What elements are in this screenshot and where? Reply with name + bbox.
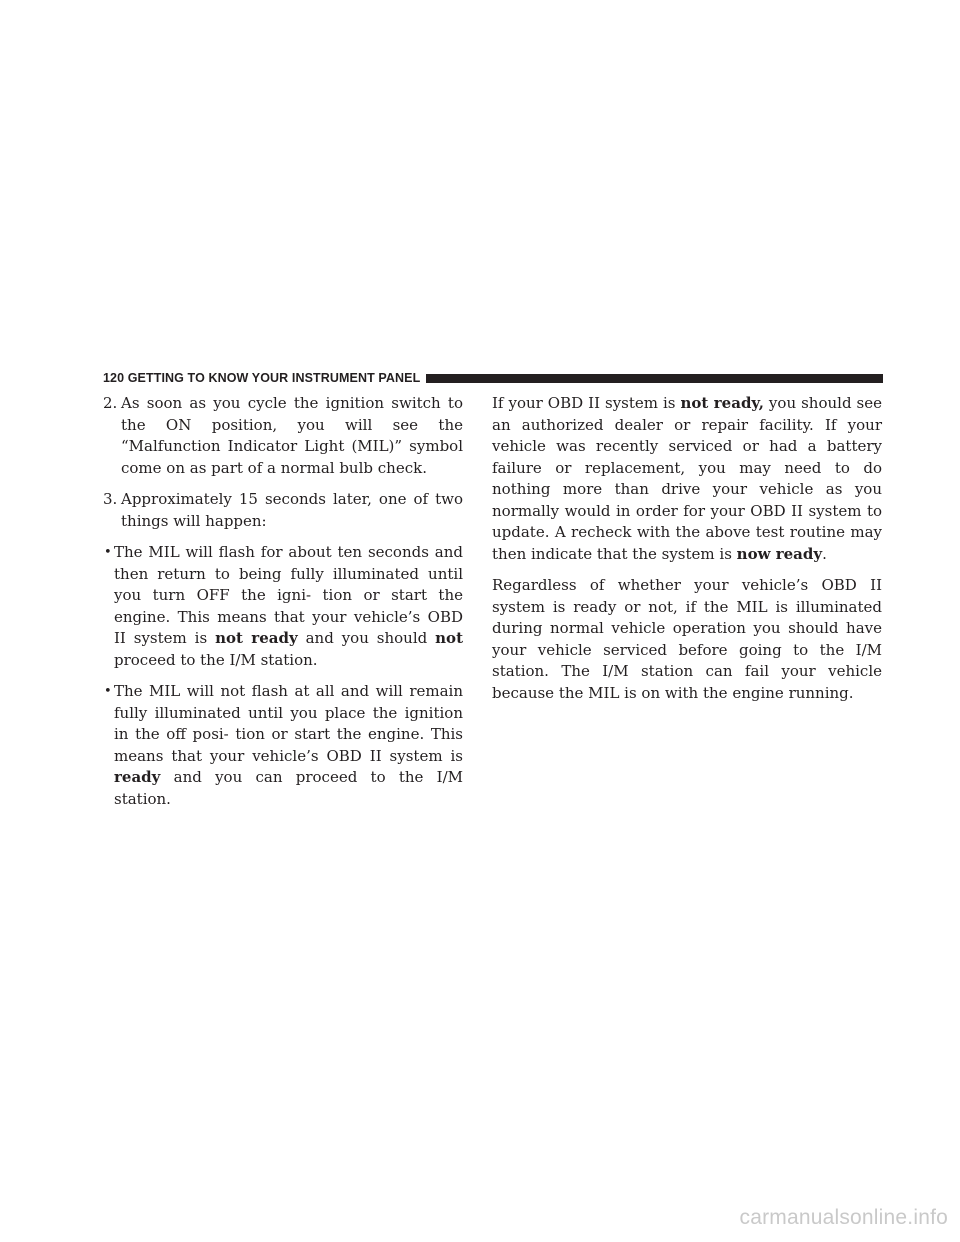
bold-not-ready: not ready,: [680, 394, 764, 412]
right-column: [492, 393, 882, 714]
bold-not: not: [435, 629, 463, 647]
bullet-text: The MIL will not flash at all and will remain fully illuminated until you place the ignition in the off posi- tion or start the engine. This means that your vehicle’s OBD II system is: [114, 682, 463, 765]
step-text: As soon as you cycle the ignition switch to the ON position, you will see the “Malfunction Indicator Light (MIL)” symbol come on as part of a normal bulb check.: [121, 394, 463, 477]
bullet-item-flash: [103, 542, 463, 671]
numbered-step-2: [103, 393, 463, 479]
bold-now-ready: now ready: [736, 544, 823, 563]
section-title: GETTING TO KNOW YOUR INSTRUMENT PANEL: [127, 371, 421, 385]
paragraph-text: you should see an authorized dealer or repair facility. If your vehicle was recently serviced or had a battery failure or replacement, you may need to do nothing more than drive your vehicle as you normally would in order for your OBD II system to update. A recheck with the above test routine may then indicate that the system is: [492, 394, 882, 563]
left-column: [103, 393, 463, 820]
step-number: 3.: [103, 490, 118, 508]
paragraph-text: .: [822, 544, 827, 563]
bullet-text: The MIL will flash for about ten seconds and then return to being fully illuminated until you turn OFF the igni- tion or start the engine. This means that your vehicle’s OBD II system is: [114, 543, 463, 647]
bullet-text: and you can proceed to the I/M station.: [114, 768, 463, 808]
paragraph-regardless: Regardless of whether your vehicle’s OBD II system is ready or not, if the MIL is illuminated during normal vehicle operation you should have your vehicle serviced before going to the I/M station. The I/M station can fail your vehicle because the MIL is on with the engine running.: [492, 576, 882, 702]
bold-ready: ready: [114, 768, 161, 786]
bullet-icon: •: [104, 545, 112, 560]
bullet-text: and you should: [297, 629, 436, 647]
page-number-and-section: [103, 371, 420, 385]
header-rule: [426, 374, 883, 383]
step-text: Approximately 15 seconds later, one of two things will happen:: [121, 490, 463, 530]
numbered-step-3: [103, 489, 463, 532]
paragraph-text: If your OBD II system is: [492, 394, 681, 412]
step-number: 2.: [103, 394, 118, 412]
bullet-text: proceed to the I/M station.: [114, 650, 318, 669]
paragraph-not-ready: [492, 393, 882, 565]
page-number: 120: [103, 371, 125, 385]
page-header: [103, 368, 883, 388]
bold-not-ready: not ready: [215, 629, 298, 647]
bullet-item-no-flash: [103, 681, 463, 810]
bullet-icon: •: [104, 684, 112, 699]
watermark: carmanualsonline.info: [739, 1206, 948, 1229]
